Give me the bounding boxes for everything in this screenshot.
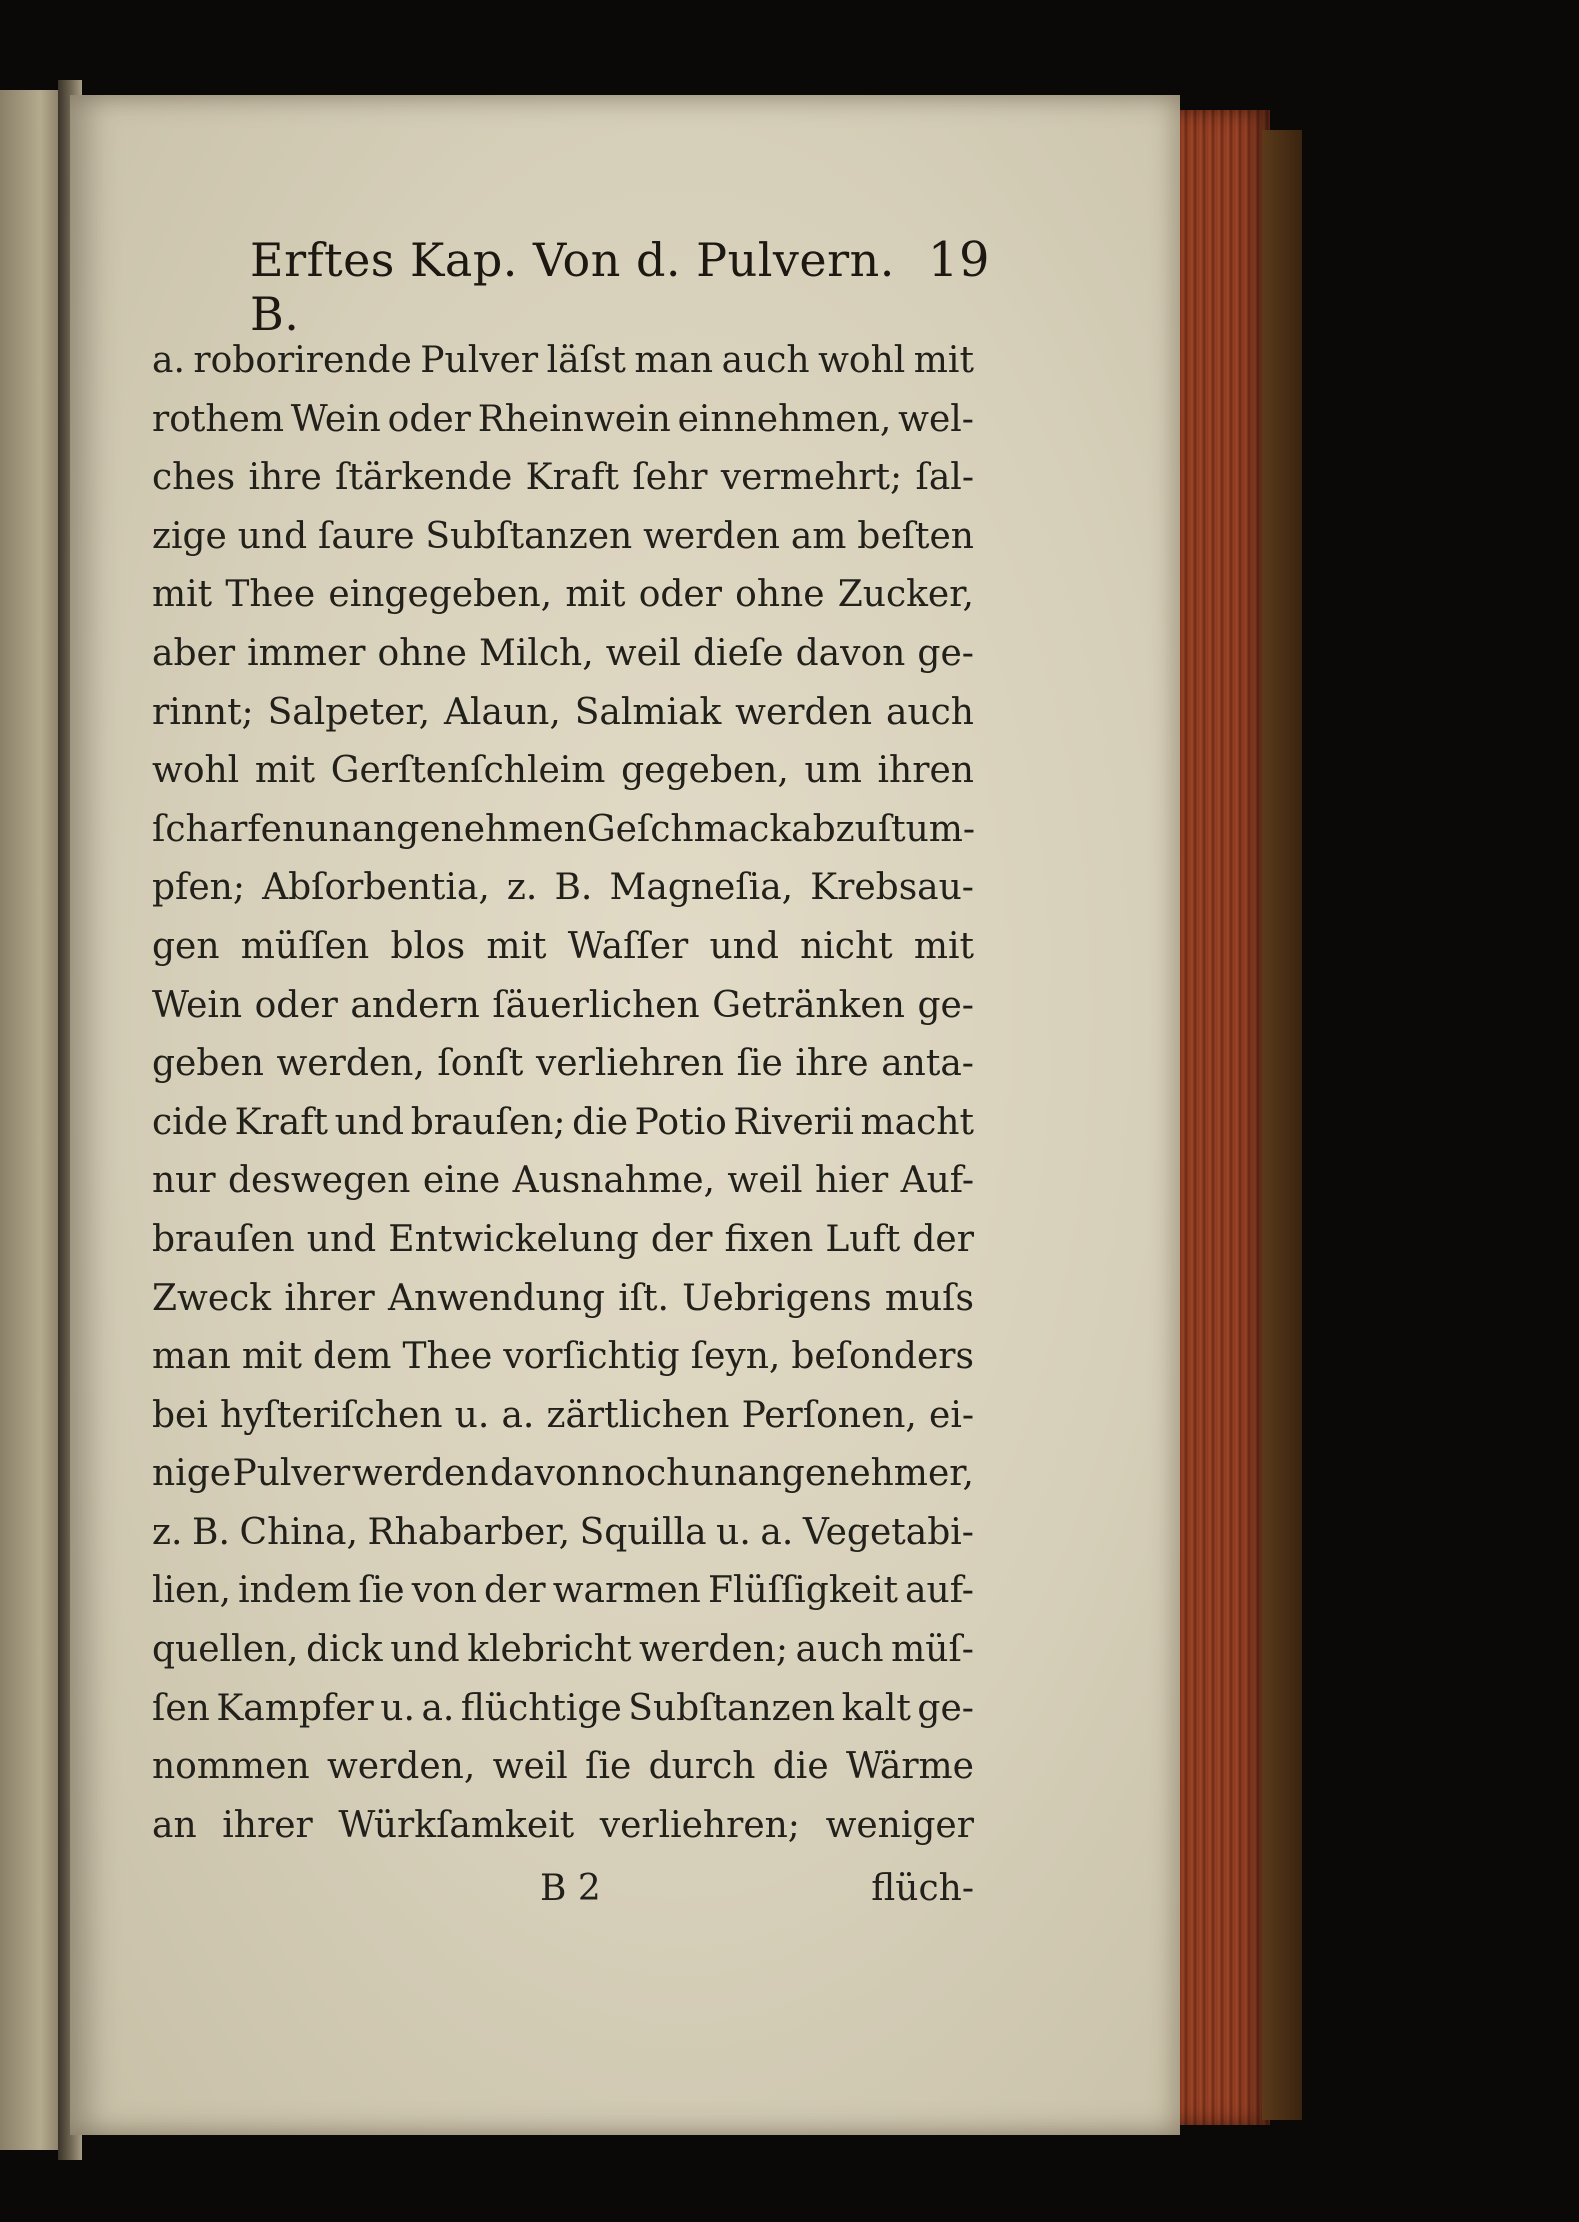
word: der xyxy=(484,1570,546,1612)
page-block-edge xyxy=(1180,110,1270,2125)
word: Kraft xyxy=(234,1101,329,1143)
word: warmen xyxy=(552,1570,701,1612)
word: Magneſia, xyxy=(609,867,794,909)
word: weniger xyxy=(825,1804,974,1846)
word: beſonders xyxy=(791,1336,974,1378)
word: rinnt; xyxy=(152,691,254,733)
word: davon xyxy=(489,1453,600,1495)
word: a. xyxy=(152,340,185,381)
word: blos xyxy=(390,925,466,967)
word: Riverii xyxy=(733,1101,854,1143)
text-line xyxy=(152,1152,974,1211)
word: Gerſtenſchleim xyxy=(330,750,606,792)
word: anta- xyxy=(881,1043,974,1085)
word: muſs xyxy=(884,1277,974,1319)
word: auf- xyxy=(905,1570,974,1612)
word: werden; xyxy=(639,1629,788,1671)
text-line xyxy=(152,1738,974,1797)
text-line xyxy=(152,625,974,684)
word: dick xyxy=(306,1629,383,1671)
word: nicht xyxy=(800,925,893,967)
word: Pulver xyxy=(420,340,539,381)
text-line xyxy=(152,977,974,1036)
word: man xyxy=(634,340,714,381)
word: u. xyxy=(716,1511,751,1553)
word: auch xyxy=(885,691,974,733)
word: vermehrt; xyxy=(720,457,903,499)
word: werden xyxy=(351,1453,489,1495)
word: wel- xyxy=(898,398,974,440)
word: flüchtige xyxy=(460,1687,622,1729)
word: Perſonen, xyxy=(741,1394,917,1436)
page-number: 19 xyxy=(927,232,990,288)
text-line xyxy=(152,1680,974,1739)
word: Salmiak xyxy=(574,691,722,733)
text-line xyxy=(152,566,974,625)
word: ihre xyxy=(248,457,322,499)
word: auch xyxy=(795,1629,884,1671)
word: und xyxy=(334,1101,405,1143)
text-line xyxy=(152,391,974,450)
word: unangenehmen xyxy=(305,808,587,850)
text-line xyxy=(152,449,974,508)
word: ſehr xyxy=(632,457,708,499)
book-cover xyxy=(1262,130,1302,2120)
word: werden xyxy=(735,691,873,733)
word: Auf- xyxy=(900,1160,974,1202)
word: zärtlichen xyxy=(546,1394,730,1436)
word: Waſſer xyxy=(567,925,689,967)
word: Vegetabi- xyxy=(802,1511,974,1553)
word: Alaun, xyxy=(443,691,561,733)
word: Rheinwein xyxy=(477,398,671,440)
word: gen xyxy=(152,925,220,967)
word: z. xyxy=(506,867,538,909)
word: Uebrigens xyxy=(682,1277,872,1319)
word: Anwendung xyxy=(388,1277,605,1319)
word: brauſen xyxy=(152,1218,295,1260)
word: mit xyxy=(241,1336,302,1378)
word: ihrer xyxy=(284,1277,375,1319)
word: eine xyxy=(422,1160,501,1202)
word: ſtärkende xyxy=(335,457,513,499)
word: mit xyxy=(152,574,213,616)
word: an xyxy=(152,1804,197,1846)
word: Geſchmack xyxy=(586,808,792,850)
word: weil xyxy=(492,1746,568,1788)
word: a. xyxy=(501,1394,535,1436)
word: weil xyxy=(727,1160,803,1202)
word: oder xyxy=(254,984,338,1026)
text-line xyxy=(152,1504,974,1563)
word: Wein xyxy=(290,398,381,440)
word: immer xyxy=(247,632,366,674)
word: die xyxy=(572,1101,629,1143)
word: ſcharfen xyxy=(152,808,306,850)
running-head xyxy=(250,232,990,341)
word: Pulver xyxy=(232,1453,351,1495)
word: ſaure xyxy=(318,515,415,557)
word: ches xyxy=(152,457,236,499)
word: werden, xyxy=(276,1043,425,1085)
word: Squilla xyxy=(579,1511,707,1553)
word: ſen xyxy=(152,1687,210,1729)
word: Wein xyxy=(152,984,243,1026)
word: beſten xyxy=(857,515,974,557)
word: nur xyxy=(152,1160,216,1202)
word: der xyxy=(650,1218,713,1260)
word: oder xyxy=(387,398,471,440)
word: abzuſtum- xyxy=(791,808,976,850)
word: brauſen; xyxy=(410,1101,566,1143)
word: müſ- xyxy=(891,1629,974,1671)
catchword: flüch- xyxy=(871,1868,974,1909)
word: mit xyxy=(486,925,547,967)
word: ſäuerlichen xyxy=(492,984,700,1026)
word: ge- xyxy=(917,1687,974,1729)
word: ſonſt xyxy=(437,1043,524,1085)
word: roborirende xyxy=(193,340,412,381)
word: unangenehmer, xyxy=(690,1453,974,1495)
word: ſie xyxy=(736,1043,783,1085)
text-line xyxy=(152,918,974,977)
word: ei- xyxy=(929,1394,974,1436)
text-line xyxy=(152,1211,974,1270)
word: Potio xyxy=(634,1101,727,1143)
word: weil xyxy=(605,632,681,674)
word: Salpeter, xyxy=(267,691,431,733)
word: ſeyn, xyxy=(690,1336,781,1378)
word: fixen xyxy=(724,1218,814,1260)
word: Thee xyxy=(402,1336,493,1378)
word: einnehmen, xyxy=(677,398,892,440)
body-text xyxy=(152,332,974,1855)
word: geben xyxy=(152,1043,264,1085)
word: ohne xyxy=(735,574,825,616)
word: andern xyxy=(350,984,480,1026)
word: ſie xyxy=(585,1746,632,1788)
word: Subſtanzen xyxy=(425,515,633,557)
word: gegeben, xyxy=(621,750,789,792)
word: mit xyxy=(565,574,626,616)
word: verliehren; xyxy=(599,1804,800,1846)
word: B. xyxy=(554,867,593,909)
word: ohne xyxy=(377,632,467,674)
word: zige xyxy=(152,515,227,557)
text-line xyxy=(152,1035,974,1094)
text-line xyxy=(152,1270,974,1329)
word: quellen, xyxy=(152,1629,299,1671)
word: eingegeben, xyxy=(328,574,553,616)
word: Getränken xyxy=(712,984,905,1026)
word: durch xyxy=(648,1746,756,1788)
word: indem xyxy=(238,1570,352,1612)
word: nige xyxy=(152,1453,232,1495)
word: um xyxy=(804,750,862,792)
word: ihrer xyxy=(222,1804,313,1846)
word: a. xyxy=(421,1687,455,1729)
word: werden, xyxy=(326,1746,476,1788)
word: davon xyxy=(795,632,906,674)
word: Wärme xyxy=(845,1746,974,1788)
text-line xyxy=(152,1621,974,1680)
word: von xyxy=(411,1570,477,1612)
text-line xyxy=(152,1094,974,1153)
word: verliehren xyxy=(535,1043,725,1085)
word: vorſichtig xyxy=(503,1336,680,1378)
word: ſie xyxy=(358,1570,405,1612)
chapter-heading: Erftes Kap. Von d. Pulvern. B. xyxy=(250,233,895,341)
word: ihre xyxy=(795,1043,869,1085)
word: Zucker, xyxy=(837,574,974,616)
word: Kraft xyxy=(525,457,620,499)
word: läſst xyxy=(546,340,626,381)
word: u. xyxy=(454,1394,490,1436)
word: und xyxy=(390,1629,460,1671)
word: hyſteriſchen xyxy=(220,1394,443,1436)
word: Entwickelung xyxy=(388,1218,639,1260)
text-line xyxy=(152,1797,974,1856)
word: auch xyxy=(721,340,810,381)
word: und xyxy=(237,515,308,557)
word: müſſen xyxy=(240,925,370,967)
word: ge- xyxy=(917,984,974,1026)
word: ge- xyxy=(917,632,974,674)
text-line xyxy=(152,1562,974,1621)
word: der xyxy=(912,1218,974,1260)
word: und xyxy=(709,925,779,967)
word: macht xyxy=(860,1101,974,1143)
word: ſal- xyxy=(915,457,974,499)
word: bei xyxy=(152,1394,208,1436)
word: a. xyxy=(760,1511,794,1553)
text-line xyxy=(152,1328,974,1387)
page-footer xyxy=(540,1868,974,1909)
word: und xyxy=(306,1218,377,1260)
word: wohl xyxy=(152,750,240,792)
word: hier xyxy=(814,1160,889,1202)
word: ihren xyxy=(877,750,974,792)
word: am xyxy=(790,515,847,557)
word: Zweck xyxy=(152,1277,272,1319)
word: wohl xyxy=(818,340,906,381)
word: mit xyxy=(254,750,316,792)
word: Abſorbentia, xyxy=(262,867,490,909)
word: iſt. xyxy=(618,1277,669,1319)
word: Milch, xyxy=(478,632,594,674)
word: noch xyxy=(601,1453,690,1495)
word: Subſtanzen xyxy=(628,1687,836,1729)
word: nommen xyxy=(152,1746,310,1788)
word: z. xyxy=(152,1511,183,1553)
text-line xyxy=(152,859,974,918)
word: Flüſſigkeit xyxy=(707,1570,898,1612)
text-line xyxy=(152,508,974,567)
word: u. xyxy=(380,1687,415,1729)
word: lien, xyxy=(152,1570,231,1612)
word: oder xyxy=(638,574,722,616)
word: mit xyxy=(913,925,974,967)
text-line xyxy=(152,801,974,860)
text-line xyxy=(152,1387,974,1446)
word: cide xyxy=(152,1101,229,1143)
word: Kampfer xyxy=(216,1687,374,1729)
word: deswegen xyxy=(228,1160,411,1202)
word: pfen; xyxy=(152,867,245,909)
text-line xyxy=(152,684,974,743)
text-line xyxy=(152,742,974,801)
word: China, xyxy=(239,1511,358,1553)
signature-mark: B 2 xyxy=(540,1868,601,1909)
word: dieſe xyxy=(693,632,784,674)
text-line xyxy=(152,1445,974,1504)
text-line xyxy=(152,332,974,391)
word: Thee xyxy=(225,574,316,616)
word: Krebsau- xyxy=(810,867,974,909)
word: dem xyxy=(312,1336,392,1378)
word: Würkſamkeit xyxy=(338,1804,575,1846)
word: rothem xyxy=(152,398,284,440)
word: die xyxy=(772,1746,829,1788)
word: Ausnahme, xyxy=(512,1160,715,1202)
word: B. xyxy=(192,1511,230,1553)
word: Rhabarber, xyxy=(367,1511,571,1553)
word: kalt xyxy=(841,1687,911,1729)
word: aber xyxy=(152,632,236,674)
word: werden xyxy=(643,515,780,557)
word: mit xyxy=(913,340,974,381)
word: Luft xyxy=(825,1218,901,1260)
word: klebricht xyxy=(467,1629,632,1671)
word: man xyxy=(152,1336,231,1378)
